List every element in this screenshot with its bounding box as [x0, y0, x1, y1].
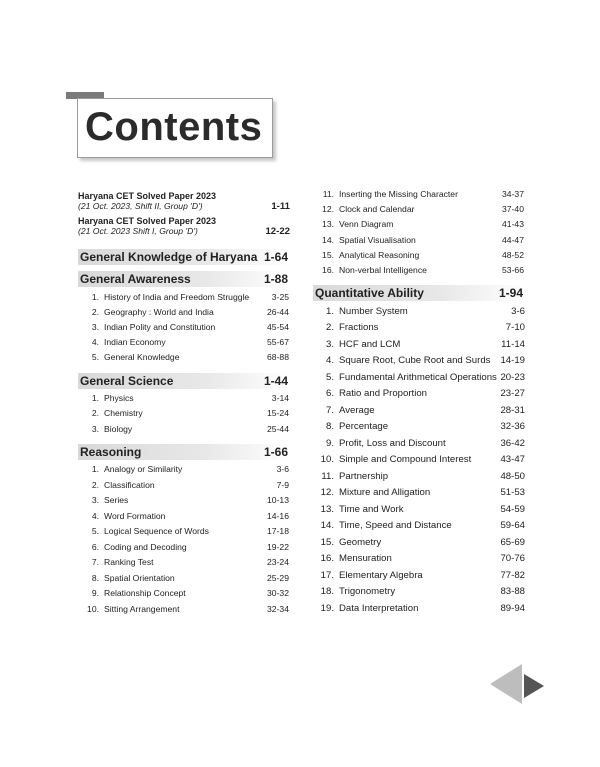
section-header-reasoning[interactable]: [78, 444, 290, 460]
toc-item-label: Clock and Calendar: [339, 204, 415, 215]
toc-item-number: 1.: [91, 292, 99, 302]
toc-item-label: Fundamental Arithmetical Operations: [339, 371, 497, 383]
toc-item[interactable]: [313, 503, 525, 515]
toc-item-label: Analytical Reasoning: [339, 249, 420, 260]
right-column: [313, 0, 525, 767]
solved-paper-1[interactable]: [78, 190, 290, 212]
toc-item-pages: 11-14: [501, 338, 525, 350]
toc-item-number: 18.: [320, 586, 334, 597]
toc-item-pages: 7-10: [505, 322, 525, 333]
section-header-general-science[interactable]: [78, 373, 290, 389]
toc-item-label: Elementary Algebra: [339, 569, 423, 581]
toc-item[interactable]: [313, 602, 525, 614]
toc-item[interactable]: [313, 355, 525, 367]
toc-item-number: 2.: [325, 322, 334, 333]
toc-item[interactable]: [78, 494, 290, 506]
toc-item[interactable]: [313, 234, 525, 246]
section-pages: 1-88: [263, 272, 288, 286]
toc-item[interactable]: [78, 463, 290, 475]
toc-item-number: 8.: [91, 572, 99, 583]
toc-item-label: Geometry: [339, 536, 382, 548]
solved-paper-title: Haryana CET Solved Paper 2023: [78, 191, 217, 201]
toc-item-number: 5.: [91, 526, 99, 536]
toc-item-label: Analogy or Similarity: [104, 464, 183, 474]
toc-item-number: 2.: [91, 408, 99, 419]
toc-item-pages: 48-50: [500, 470, 525, 482]
toc-item-number: 4.: [91, 510, 99, 521]
toc-item-number: 12.: [320, 487, 334, 498]
toc-item[interactable]: [78, 556, 290, 568]
toc-item-pages: 32-34: [267, 603, 289, 614]
toc-item[interactable]: [78, 336, 290, 348]
toc-item[interactable]: [78, 587, 290, 599]
section-header-general-awareness[interactable]: [78, 271, 290, 287]
toc-item[interactable]: [313, 305, 525, 317]
toc-item[interactable]: [313, 338, 525, 350]
toc-item-number: 13.: [320, 503, 334, 515]
toc-item-pages: 23-24: [267, 557, 289, 567]
toc-item[interactable]: [78, 392, 290, 404]
toc-item[interactable]: [313, 520, 525, 532]
solved-paper-subtitle: (21 Oct. 2023 Shift I, Group 'D'): [78, 226, 198, 236]
toc-item-number: 9.: [325, 437, 334, 449]
toc-item-label: Geography : World and India: [104, 307, 214, 317]
toc-item-number: 5.: [91, 352, 99, 362]
toc-item-label: Profit, Loss and Discount: [339, 437, 446, 449]
toc-item-label: Logical Sequence of Words: [104, 526, 209, 536]
toc-item-label: HCF and LCM: [339, 338, 401, 350]
toc-item[interactable]: [78, 321, 290, 333]
toc-item-number: 3.: [91, 423, 99, 434]
toc-item-label: Coding and Decoding: [104, 541, 187, 552]
toc-item-label: Mensuration: [339, 553, 392, 564]
solved-paper-subtitle: (21 Oct. 2023, Shift II, Group 'D'): [78, 201, 203, 211]
toc-item-pages: 44-47: [502, 234, 524, 245]
toc-item-pages: 43-47: [500, 454, 525, 465]
toc-item-number: 14.: [320, 520, 334, 531]
toc-item-label: Physics: [104, 393, 134, 403]
toc-item-pages: 51-53: [500, 487, 525, 498]
toc-item[interactable]: [313, 203, 525, 215]
toc-item-label: Mixture and Alligation: [339, 487, 431, 498]
toc-item-pages: 20-23: [500, 371, 525, 383]
toc-item-number: 10.: [87, 603, 99, 614]
toc-item-pages: 14-19: [500, 355, 525, 366]
toc-item-number: 6.: [91, 541, 99, 552]
toc-item-label: Indian Polity and Constitution: [104, 322, 216, 332]
toc-item-number: 13.: [322, 219, 334, 230]
toc-item[interactable]: [313, 218, 525, 230]
toc-item[interactable]: [313, 322, 525, 334]
section-header-gk-haryana[interactable]: [78, 249, 290, 265]
toc-item[interactable]: [313, 437, 525, 449]
toc-item[interactable]: [313, 586, 525, 598]
toc-item-pages: 3-25: [271, 292, 289, 302]
toc-item-pages: 30-32: [267, 588, 289, 598]
toc-item[interactable]: [313, 470, 525, 482]
toc-item-pages: 41-43: [502, 219, 524, 230]
toc-item[interactable]: [313, 536, 525, 548]
toc-item-label: Partnership: [339, 470, 389, 482]
toc-item-label: Chemistry: [104, 408, 143, 419]
toc-item-label: Series: [104, 495, 129, 505]
toc-item-label: Time and Work: [339, 503, 404, 515]
toc-item-pages: 36-42: [500, 437, 525, 449]
toc-item[interactable]: [313, 569, 525, 581]
toc-item-number: 14.: [322, 234, 334, 245]
section-title: General Science: [80, 374, 174, 388]
toc-item[interactable]: [313, 188, 525, 200]
solved-paper-2[interactable]: [78, 215, 290, 237]
toc-item-pages: 3-6: [511, 305, 525, 317]
toc-item[interactable]: [313, 487, 525, 499]
toc-item[interactable]: [313, 264, 525, 276]
toc-item[interactable]: [78, 351, 290, 363]
toc-item-pages: 55-67: [267, 337, 289, 347]
toc-item-label: Square Root, Cube Root and Surds: [339, 355, 491, 366]
toc-item[interactable]: [78, 423, 290, 435]
toc-item-pages: 59-64: [500, 520, 525, 531]
toc-item[interactable]: [78, 510, 290, 522]
toc-item-label: Number System: [339, 305, 408, 317]
toc-item-label: Spatial Visualisation: [339, 234, 416, 245]
toc-item-label: Indian Economy: [104, 337, 166, 347]
toc-item-label: Venn Diagram: [339, 219, 394, 230]
toc-item-label: Percentage: [339, 421, 389, 432]
toc-item[interactable]: [313, 249, 525, 261]
toc-item-number: 16.: [320, 553, 334, 564]
toc-item-number: 15.: [322, 249, 334, 260]
toc-item-label: Spatial Orientation: [104, 572, 175, 583]
section-title: Reasoning: [80, 445, 142, 459]
toc-item-pages: 34-37: [502, 189, 524, 199]
toc-item-number: 1.: [325, 305, 334, 317]
toc-item-number: 2.: [91, 479, 99, 490]
toc-item-label: Inserting the Missing Character: [339, 189, 458, 199]
toc-item-label: Non-verbal Intelligence: [339, 265, 427, 275]
toc-item-number: 3.: [91, 322, 99, 332]
toc-item-label: Classification: [104, 479, 155, 490]
section-pages: 1-64: [263, 250, 288, 264]
toc-item-pages: 3-6: [276, 464, 289, 474]
section-title: General Knowledge of Haryana: [80, 250, 258, 264]
toc-item-pages: 32-36: [500, 421, 525, 432]
toc-item-pages: 26-44: [267, 307, 289, 317]
toc-item-pages: 70-76: [500, 553, 525, 564]
toc-item-number: 10.: [320, 454, 334, 465]
toc-item-pages: 54-59: [500, 503, 525, 515]
toc-item-pages: 25-29: [267, 572, 289, 583]
toc-item-pages: 7-9: [276, 479, 289, 490]
toc-item-label: History of India and Freedom Struggle: [104, 292, 250, 302]
toc-item-number: 6.: [325, 388, 334, 399]
toc-item[interactable]: [78, 525, 290, 537]
toc-item[interactable]: [78, 306, 290, 318]
toc-item-pages: 89-94: [500, 602, 525, 614]
toc-item[interactable]: [78, 603, 290, 615]
toc-item-label: Fractions: [339, 322, 379, 333]
toc-item-number: 7.: [91, 557, 99, 567]
toc-item-label: Trigonometry: [339, 586, 396, 597]
toc-item-number: 1.: [91, 464, 99, 474]
toc-item[interactable]: [313, 553, 525, 565]
toc-item-number: 4.: [91, 337, 99, 347]
toc-item-label: Relationship Concept: [104, 588, 186, 598]
toc-item[interactable]: [78, 541, 290, 553]
toc-item-pages: 14-16: [267, 510, 289, 521]
toc-item-number: 5.: [325, 371, 334, 383]
toc-item-number: 11.: [321, 470, 334, 482]
toc-item[interactable]: [78, 407, 290, 419]
toc-item-number: 8.: [325, 421, 334, 432]
toc-item-number: 7.: [325, 404, 334, 416]
section-title: General Awareness: [80, 272, 191, 286]
toc-item-label: Word Formation: [104, 510, 166, 521]
section-pages: 1-44: [263, 374, 288, 388]
toc-item-number: 2.: [91, 307, 99, 317]
solved-paper-pages: 1-11: [271, 201, 290, 212]
toc-item-label: Time, Speed and Distance: [339, 520, 452, 531]
toc-item-pages: 68-88: [267, 352, 289, 362]
toc-item-pages: 45-54: [267, 322, 289, 332]
toc-item[interactable]: [313, 404, 525, 416]
toc-item-pages: 23-27: [500, 388, 525, 399]
toc-item-label: Biology: [104, 423, 133, 434]
toc-item-pages: 37-40: [502, 204, 524, 215]
toc-item-pages: 48-52: [502, 249, 524, 260]
left-column: [78, 0, 290, 767]
toc-item[interactable]: [313, 371, 525, 383]
toc-item-label: General Knowledge: [104, 352, 180, 362]
section-pages: 1-94: [498, 286, 523, 300]
solved-paper-pages: 12-22: [265, 226, 290, 237]
page-title: Contents: [85, 105, 263, 149]
toc-item-pages: 25-44: [267, 423, 289, 434]
toc-item-number: 1.: [91, 393, 99, 403]
toc-item-pages: 83-88: [500, 586, 525, 597]
toc-item-number: 9.: [91, 588, 99, 598]
toc-item[interactable]: [313, 388, 525, 400]
toc-item-pages: 17-18: [267, 526, 289, 536]
toc-item-label: Sitting Arrangement: [104, 603, 180, 614]
toc-item-number: 19.: [320, 602, 334, 614]
toc-item-label: Data Interpretation: [339, 602, 419, 614]
toc-item-label: Simple and Compound Interest: [339, 454, 472, 465]
toc-item[interactable]: [78, 479, 290, 491]
toc-item-number: 4.: [325, 355, 334, 366]
toc-item-pages: 77-82: [500, 569, 525, 581]
toc-item[interactable]: [78, 572, 290, 584]
toc-item-number: 3.: [325, 338, 334, 350]
toc-item-label: Ratio and Proportion: [339, 388, 427, 399]
toc-item-pages: 15-24: [267, 408, 289, 419]
toc-item[interactable]: [313, 454, 525, 466]
toc-item-label: Average: [339, 404, 375, 416]
toc-item-number: 3.: [91, 495, 99, 505]
toc-item-label: Ranking Test: [104, 557, 154, 567]
toc-item-number: 16.: [322, 265, 334, 275]
section-title: Quantitative Ability: [315, 286, 424, 300]
toc-item-pages: 28-31: [500, 404, 525, 416]
toc-item-number: 17.: [320, 569, 334, 581]
section-header-quantitative-ability[interactable]: [313, 285, 525, 301]
next-page-arrow-icon[interactable]: [488, 660, 548, 710]
toc-item-number: 11.: [322, 189, 334, 199]
solved-paper-title: Haryana CET Solved Paper 2023: [78, 216, 217, 226]
toc-item-number: 15.: [320, 536, 334, 548]
toc-item[interactable]: [78, 291, 290, 303]
toc-item-pages: 53-66: [502, 265, 524, 275]
section-pages: 1-66: [263, 445, 288, 459]
toc-item-number: 12.: [322, 204, 334, 215]
toc-item-pages: 3-14: [271, 393, 289, 403]
toc-item[interactable]: [313, 421, 525, 433]
toc-item-pages: 65-69: [500, 536, 525, 548]
toc-item-pages: 19-22: [267, 541, 289, 552]
toc-item-pages: 10-13: [267, 495, 289, 505]
